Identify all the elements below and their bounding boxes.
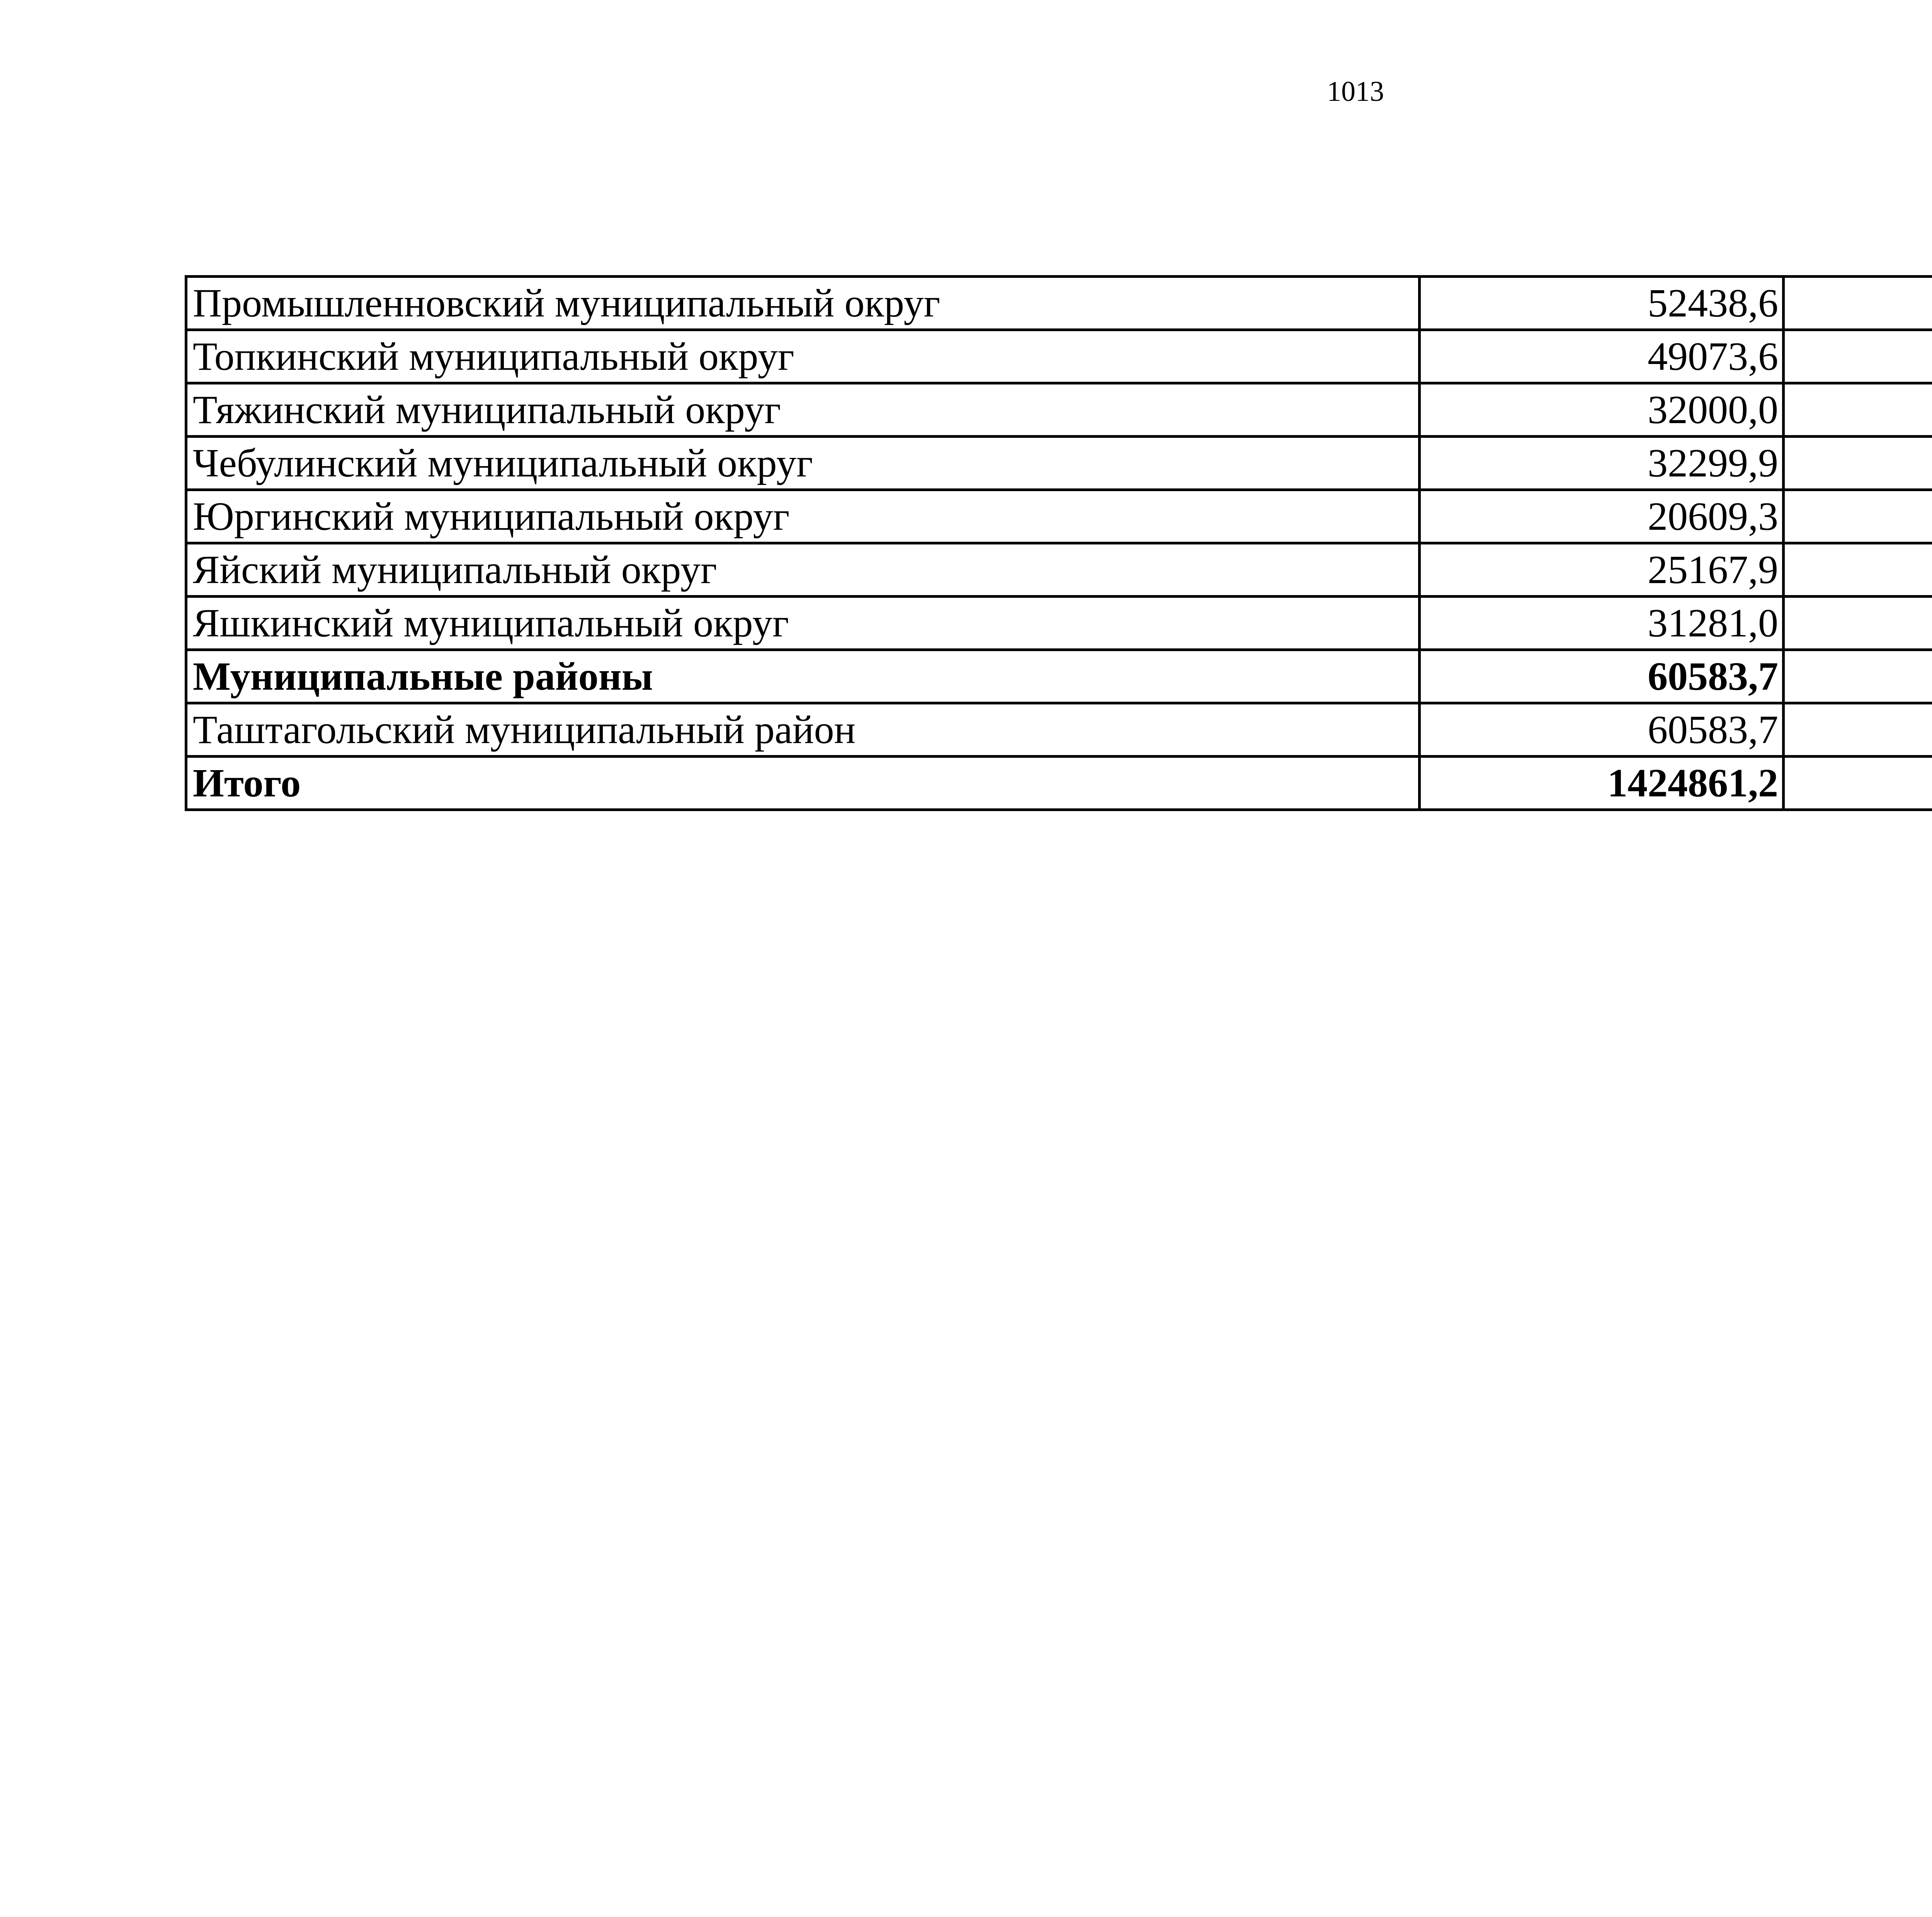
budget-table xyxy=(185,275,1932,811)
table-row xyxy=(186,490,1932,543)
table-row xyxy=(186,597,1932,650)
value-cell-2 xyxy=(1784,277,1932,330)
municipality-name: Таштагольский муниципальный район xyxy=(186,703,1420,757)
municipality-name: Тяжинский муниципальный округ xyxy=(186,383,1420,437)
municipality-name: Яшкинский муниципальный округ xyxy=(186,597,1420,650)
table-row xyxy=(186,330,1932,383)
total-value-2 xyxy=(1784,757,1932,810)
value-cell-1: 25167,9 xyxy=(1420,543,1784,597)
value-cell-1: 31281,0 xyxy=(1420,597,1784,650)
value-cell-1: 60583,7 xyxy=(1420,703,1784,757)
value-cell-1: 60583,7 xyxy=(1420,650,1784,703)
page-number: 1013 xyxy=(1327,76,1384,107)
value-cell-2 xyxy=(1784,543,1932,597)
value-cell-2 xyxy=(1784,490,1932,543)
total-row xyxy=(186,757,1932,810)
value-cell-2 xyxy=(1784,383,1932,437)
municipality-name: Промышленновский муниципальный округ xyxy=(186,277,1420,330)
value-cell-1: 52438,6 xyxy=(1420,277,1784,330)
table-row xyxy=(186,437,1932,490)
value-cell-1: 20609,3 xyxy=(1420,490,1784,543)
value-cell-1: 32000,0 xyxy=(1420,383,1784,437)
section-row-municipal-districts xyxy=(186,650,1932,703)
table-row xyxy=(186,277,1932,330)
value-cell-2 xyxy=(1784,597,1932,650)
section-name: Муниципальные районы xyxy=(186,650,1420,703)
municipality-name: Чебулинский муниципальный округ xyxy=(186,437,1420,490)
municipality-name: Юргинский муниципальный округ xyxy=(186,490,1420,543)
table-row xyxy=(186,543,1932,597)
value-cell-2 xyxy=(1784,703,1932,757)
table-row xyxy=(186,703,1932,757)
municipality-name: Яйский муниципальный округ xyxy=(186,543,1420,597)
value-cell-2 xyxy=(1784,650,1932,703)
value-cell-2 xyxy=(1784,437,1932,490)
total-value-1: 1424861,2 xyxy=(1420,757,1784,810)
table-row xyxy=(186,383,1932,437)
value-cell-1: 32299,9 xyxy=(1420,437,1784,490)
total-label: Итого xyxy=(186,757,1420,810)
value-cell-1: 49073,6 xyxy=(1420,330,1784,383)
municipality-name: Топкинский муниципальный округ xyxy=(186,330,1420,383)
value-cell-2 xyxy=(1784,330,1932,383)
